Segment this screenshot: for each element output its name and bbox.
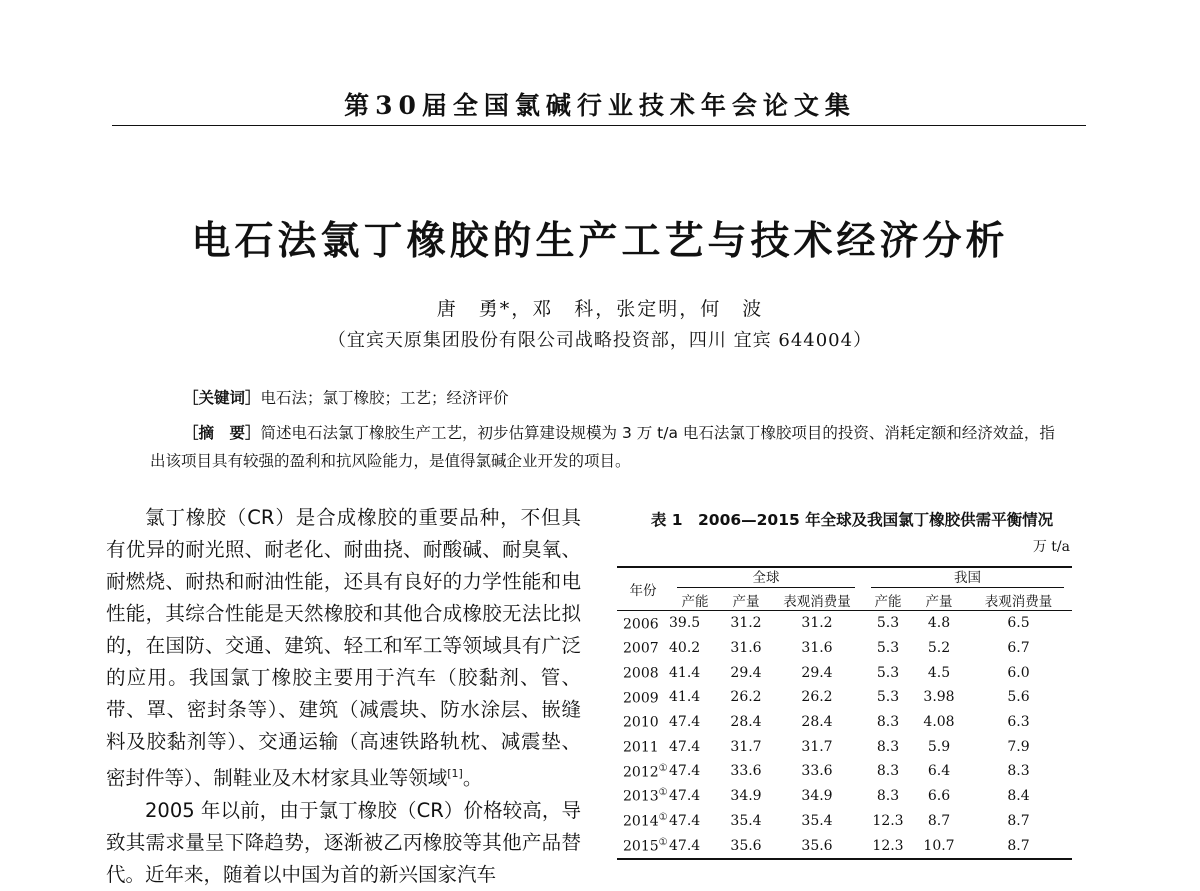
- cell-value: 12.3: [863, 833, 913, 859]
- table-row: [617, 660, 1072, 685]
- cell-value: 6.5: [1007, 615, 1030, 632]
- year-value: 2014: [623, 813, 659, 830]
- cell-year: [617, 734, 669, 759]
- subcol-header: 产能: [669, 589, 721, 611]
- cell-value: 6.4: [927, 763, 951, 780]
- cell-year: [617, 636, 669, 661]
- keywords: [183, 386, 509, 408]
- cell-value: 8.3: [876, 788, 900, 805]
- year-value: 2015: [623, 838, 659, 855]
- paragraph-1-end: 。: [462, 766, 483, 790]
- cell-value: 4.8: [927, 615, 951, 632]
- table-row: [617, 710, 1072, 735]
- cell-value: 8.7: [927, 812, 951, 829]
- cell-value: 8.7: [965, 833, 1072, 859]
- cell-value: 8.3: [876, 763, 900, 780]
- paragraph-1-text: 氯丁橡胶（CR）是合成橡胶的重要品种，不但具有优异的耐光照、耐老化、耐曲挠、耐酸碱、耐臭氧、耐燃烧、耐热和耐油性能，还具有良好的力学性能和电性能，其综合性能是天然橡胶和其他合成橡胶无法比拟的，在国防、交通、建筑、轻工和军工等领域具有广泛的应用。我国氯丁橡胶主要用于汽车（胶黏剂、管、带、罩、密封条等）、建筑（减震块、防水涂层、嵌缝料及胶黏剂等）、交通运输（高速铁路轨枕、减震垫、密封件等）、制鞋业及木材家具业等领域: [106, 506, 581, 790]
- cell-value: 34.9: [730, 788, 762, 805]
- cell-value: 8.7: [1007, 812, 1030, 829]
- abstract-label: ［摘 要］: [183, 424, 261, 442]
- table-header-row-1: [617, 567, 1072, 589]
- cell-value: 28.4: [801, 714, 833, 731]
- cell-value: 47.4: [669, 714, 701, 731]
- cell-value: 5.2: [927, 640, 951, 657]
- cell-value: 26.2: [801, 689, 833, 706]
- group-global-header: [669, 567, 863, 589]
- table-unit: 万 t/a: [1032, 539, 1070, 555]
- table-body: [617, 611, 1072, 859]
- cell-value: 35.4: [801, 812, 833, 829]
- cell-value: 26.2: [730, 689, 762, 706]
- cell-year: [617, 809, 669, 834]
- footnote-mark: ①: [658, 787, 668, 799]
- cell-value: 35.6: [721, 833, 771, 859]
- cell-value: 5.3: [876, 640, 900, 657]
- table-row: [617, 784, 1072, 809]
- cell-value: 5.3: [876, 664, 900, 681]
- cell-value: 47.4: [669, 833, 721, 859]
- footnote-mark: ①: [658, 762, 668, 774]
- keywords-label: ［关键词］: [183, 389, 261, 407]
- cell-value: 47.4: [669, 788, 701, 805]
- col-year-header: 年份: [617, 567, 669, 611]
- cell-value: 3.98: [923, 689, 955, 706]
- footnote-mark: ①: [658, 812, 668, 824]
- cell-year: [617, 660, 669, 685]
- keywords-text: 电石法；氯丁橡胶；工艺；经济评价: [260, 389, 509, 407]
- year-value: 2012: [623, 764, 659, 781]
- cell-value: 5.3: [876, 615, 900, 632]
- cell-value: 31.6: [801, 640, 833, 657]
- cell-value: 4.5: [927, 664, 951, 681]
- cell-value: 47.4: [669, 738, 701, 755]
- paper-affiliation: （宜宾天原集团股份有限公司战略投资部，四川 宜宾 644004）: [327, 330, 873, 351]
- cell-value: 40.2: [669, 640, 701, 657]
- cell-value: 29.4: [801, 664, 833, 681]
- cell-value: 6.7: [1007, 640, 1030, 657]
- subcol-header: 产量: [913, 589, 965, 611]
- running-header: 第30届全国氯碱行业技术年会论文集: [344, 91, 856, 120]
- header-rule: [112, 125, 1086, 126]
- cell-value: 31.7: [730, 738, 762, 755]
- paper-title: 电石法氯丁橡胶的生产工艺与技术经济分析: [191, 219, 1009, 264]
- cell-value: 8.4: [1007, 788, 1030, 805]
- cell-value: 28.4: [730, 714, 762, 731]
- cell-value: 29.4: [730, 664, 762, 681]
- cell-year: [617, 710, 669, 735]
- cell-year: [617, 611, 669, 636]
- cell-value: 35.6: [771, 833, 863, 859]
- year-value: 2007: [623, 640, 659, 657]
- cell-value: 41.4: [669, 664, 701, 681]
- abstract: [150, 419, 1055, 475]
- cell-value: 33.6: [730, 763, 762, 780]
- cell-value: 33.6: [801, 763, 833, 780]
- table-row: [617, 636, 1072, 661]
- year-value: 2011: [623, 739, 659, 756]
- cell-value: 5.6: [1007, 689, 1030, 706]
- table-row: [617, 833, 1072, 859]
- cell-value: 31.6: [730, 640, 762, 657]
- cell-value: 31.7: [801, 738, 833, 755]
- paper-authors: 唐 勇*，邓 科，张定明，何 波: [436, 298, 764, 320]
- body-paragraph-1: [106, 502, 581, 795]
- year-value: 2010: [623, 714, 659, 731]
- cell-value: 5.9: [927, 738, 951, 755]
- cell-value: 8.3: [1007, 763, 1030, 780]
- cell-year: [617, 685, 669, 710]
- table-caption: 表 1 2006—2015 年全球及我国氯丁橡胶供需平衡情况: [650, 511, 1054, 529]
- cell-value: 35.4: [730, 812, 762, 829]
- cell-value: 39.5: [669, 615, 701, 632]
- group-china-label: 我国: [871, 569, 1064, 588]
- year-value: 2013: [623, 788, 659, 805]
- year-value: 2009: [623, 690, 659, 707]
- body-text-column: [106, 502, 581, 891]
- cell-value: 47.4: [669, 812, 701, 829]
- table-row: [617, 734, 1072, 759]
- cell-year: [617, 833, 669, 859]
- cell-value: 31.2: [730, 615, 762, 632]
- table-header-row-2: [617, 589, 1072, 611]
- table-row: [617, 809, 1072, 834]
- cell-value: 41.4: [669, 689, 701, 706]
- citation-ref: [1]: [447, 767, 463, 780]
- footnote-mark: ①: [658, 836, 668, 848]
- cell-value: 6.3: [1007, 714, 1030, 731]
- table-row: [617, 759, 1072, 784]
- cell-year: [617, 784, 669, 809]
- table-row: [617, 685, 1072, 710]
- cell-value: 6.6: [927, 788, 951, 805]
- cell-value: 6.0: [1007, 664, 1030, 681]
- cell-year: [617, 759, 669, 784]
- cell-value: 12.3: [872, 812, 904, 829]
- year-value: 2008: [623, 665, 659, 682]
- abstract-text: 简述电石法氯丁橡胶生产工艺，初步估算建设规模为 3 万 t/a 电石法氯丁橡胶项目的投资、消耗定额和经济效益，指出该项目具有较强的盈利和抗风险能力，是值得氯碱企业开发的项目。: [150, 424, 1055, 470]
- cell-value: 4.08: [923, 714, 955, 731]
- subcol-header: 表观消费量: [771, 589, 863, 611]
- cell-value: 7.9: [1007, 738, 1030, 755]
- group-global-label: 全球: [677, 569, 855, 588]
- table-row: [617, 611, 1072, 636]
- body-paragraph-2: 2005 年以前，由于氯丁橡胶（CR）价格较高，导致其需求量呈下降趋势，逐渐被乙丙橡胶等其他产品替代。近年来，随着以中国为首的新兴国家汽车: [106, 798, 581, 886]
- subcol-header: 产量: [721, 589, 771, 611]
- subcol-header: 产能: [863, 589, 913, 611]
- subcol-header: 表观消费量: [965, 589, 1072, 611]
- cell-value: 5.3: [876, 689, 900, 706]
- cell-value: 34.9: [801, 788, 833, 805]
- cell-value: 8.3: [876, 738, 900, 755]
- cell-value: 47.4: [669, 763, 701, 780]
- supply-demand-table: [617, 566, 1072, 860]
- cell-value: 31.2: [801, 615, 833, 632]
- group-china-header: [863, 567, 1072, 589]
- cell-value: 8.3: [876, 714, 900, 731]
- year-value: 2006: [623, 616, 659, 633]
- cell-value: 10.7: [913, 833, 965, 859]
